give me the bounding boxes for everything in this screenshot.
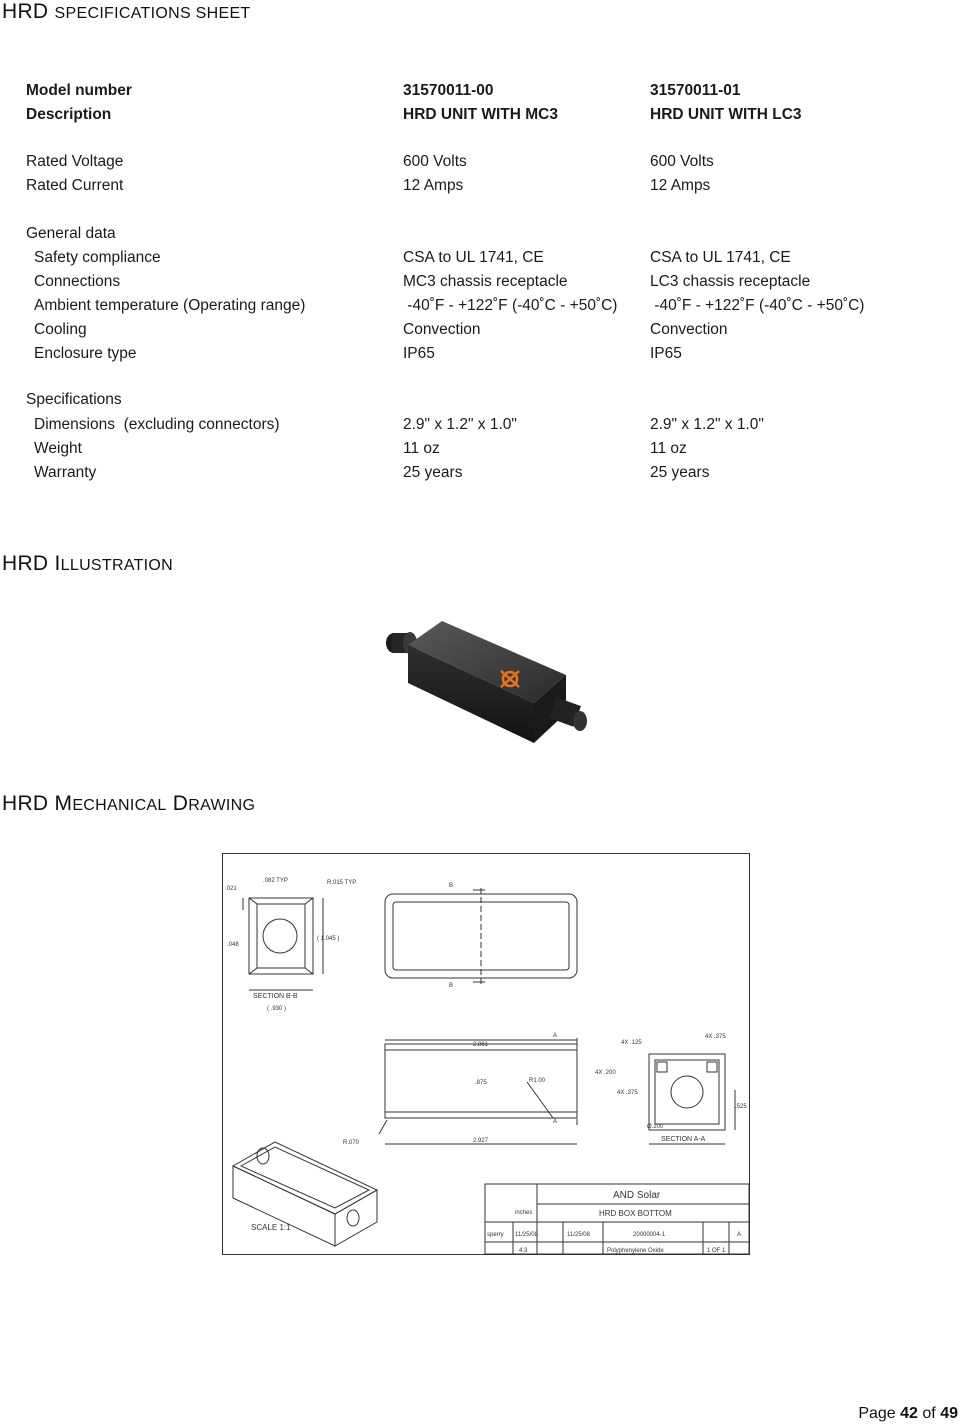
label: General data — [26, 225, 116, 242]
dim-875: .875 — [475, 1080, 487, 1086]
value-a: 2.9" x 1.2" x 1.0" — [403, 416, 517, 433]
drawn-by: sperry — [487, 1232, 504, 1238]
dim-125: 4X .125 — [621, 1040, 642, 1046]
top-view — [385, 888, 577, 984]
dim-375: 4X .375 — [705, 1034, 726, 1040]
heading-mechanical — [2, 792, 255, 816]
value-b: 600 Volts — [650, 153, 714, 170]
date-1: 11/25/08 — [515, 1232, 538, 1238]
dim-525: .525 — [735, 1104, 747, 1110]
section-bb-label: SECTION B-B — [253, 993, 298, 1000]
value-b: HRD UNIT WITH LC3 — [650, 106, 802, 123]
tb-scale: 4:3 — [519, 1248, 528, 1254]
material: Polyphenylene Oxide — [607, 1248, 664, 1254]
label: Connections — [34, 273, 121, 290]
dim-082: .082 TYP — [263, 878, 288, 884]
dim-2861: 2.861 — [473, 1042, 489, 1048]
sheet-number: 1 OF 1 — [707, 1248, 726, 1254]
heading-spec-rest: SPECIFICATIONS SHEET — [54, 5, 251, 22]
hrd-unit-illustration — [380, 605, 600, 755]
value-b: 11 oz — [650, 440, 687, 457]
page-total: 49 — [940, 1405, 958, 1422]
page-of: of — [922, 1405, 936, 1422]
heading-mech-rest: ECHANICAL — [72, 797, 167, 814]
a-label-top: A — [553, 1033, 558, 1039]
heading-mech-first2: D — [172, 792, 189, 815]
value-a: 600 Volts — [403, 153, 467, 170]
dim-930: ( .930 ) — [267, 1006, 287, 1012]
value-b: LC3 chassis receptacle — [650, 273, 811, 290]
label: Enclosure type — [34, 345, 137, 362]
value-a: MC3 chassis receptacle — [403, 273, 568, 290]
label: Ambient temperature (Operating range) — [34, 297, 306, 314]
label: Warranty — [34, 464, 97, 481]
value-a: CSA to UL 1741, CE — [403, 249, 544, 266]
section-bb-view — [243, 898, 323, 990]
right-connector — [549, 697, 587, 731]
label: Specifications — [26, 391, 122, 408]
label: Rated Voltage — [26, 153, 124, 170]
value-a: 31570011-00 — [403, 82, 494, 99]
label: Dimensions (excluding connectors) — [34, 416, 280, 433]
dim-200: 4X .200 — [595, 1070, 616, 1076]
value-a: 25 years — [403, 464, 463, 481]
label: Rated Current — [26, 177, 124, 194]
label: Description — [26, 106, 112, 123]
dim-0200: Ø.200 — [647, 1124, 664, 1130]
page-prefix: Page — [858, 1405, 896, 1422]
value-b: CSA to UL 1741, CE — [650, 249, 791, 266]
heading-illus-first: HRD I — [2, 552, 61, 575]
value-a: 12 Amps — [403, 177, 464, 194]
dim-4x375: 4X .375 — [617, 1090, 638, 1096]
label: Cooling — [34, 321, 87, 338]
heading-illustration — [2, 552, 173, 576]
value-b: -40˚F - +122˚F (-40˚C - +50˚C) — [650, 297, 865, 314]
value-b: 2.9" x 1.2" x 1.0" — [650, 416, 764, 433]
date-2: 11/25/08 — [567, 1232, 590, 1238]
dim-015: R.015 TYP — [327, 880, 357, 886]
front-view — [379, 1038, 577, 1144]
dim-048: .048 — [227, 942, 239, 948]
section-aa-view — [649, 1054, 735, 1144]
a-label-bottom: A — [553, 1119, 558, 1125]
page-footer — [858, 1405, 958, 1423]
dim-r1: R1.00 — [529, 1078, 546, 1084]
part-title: HRD BOX BOTTOM — [599, 1209, 672, 1218]
company-name: AND Solar — [613, 1190, 661, 1201]
page-number: 42 — [900, 1405, 918, 1422]
dim-1045: ( 1.045 ) — [317, 936, 340, 942]
heading-illus-rest: LLUSTRATION — [60, 557, 174, 574]
dim-r070: R.070 — [343, 1140, 360, 1146]
label: Weight — [34, 440, 82, 457]
label: Safety compliance — [34, 249, 161, 266]
value-b: 31570011-01 — [650, 82, 741, 99]
value-b: 25 years — [650, 464, 710, 481]
section-aa-label: SECTION A-A — [661, 1136, 706, 1143]
value-a: IP65 — [403, 345, 435, 362]
value-b: Convection — [650, 321, 728, 338]
units: inches — [515, 1210, 533, 1216]
heading-mech-first: HRD M — [2, 792, 73, 815]
value-a: 11 oz — [403, 440, 440, 457]
scale-label: SCALE 1:1 — [251, 1223, 291, 1232]
value-a: HRD UNIT WITH MC3 — [403, 106, 558, 123]
value-b: IP65 — [650, 345, 682, 362]
dim-021: .021 — [225, 886, 237, 892]
label: Model number — [26, 82, 132, 99]
value-a: Convection — [403, 321, 481, 338]
b-label-top: B — [449, 883, 454, 889]
heading-mech-rest2: RAWING — [188, 797, 256, 814]
drawing-canvas — [223, 854, 749, 1254]
mechanical-drawing — [222, 853, 750, 1255]
part-number: 20000004-1 — [633, 1232, 666, 1238]
value-b: 12 Amps — [650, 177, 711, 194]
heading-spec-first: HRD — [2, 0, 49, 23]
heading-specifications — [2, 0, 251, 24]
value-a: -40˚F - +122˚F (-40˚C - +50˚C) — [403, 297, 618, 314]
dim-2927: 2.927 — [473, 1138, 489, 1144]
revision: A — [737, 1232, 742, 1238]
b-label-bottom: B — [449, 983, 454, 989]
